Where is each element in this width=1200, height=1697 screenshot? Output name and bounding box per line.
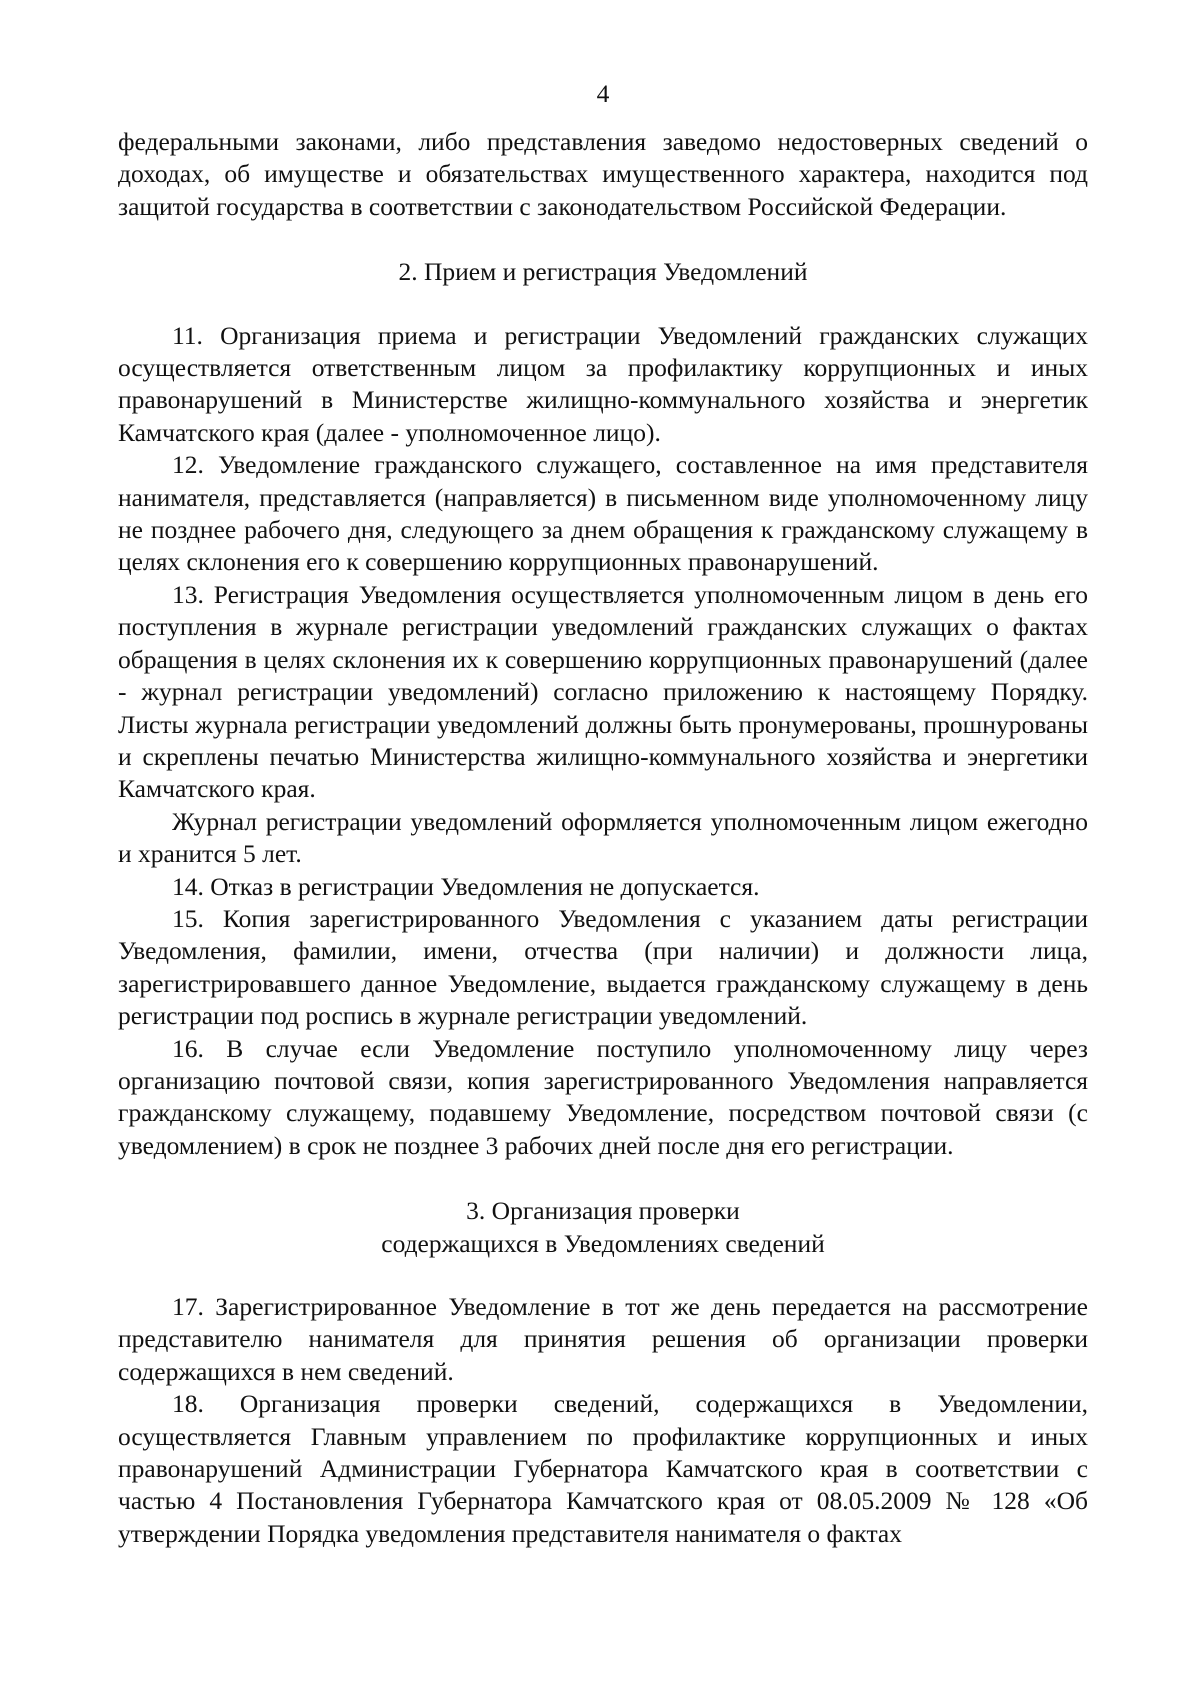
paragraph-13: 13. Регистрация Уведомления осуществляется уполномоченным лицом в день его поступления в журнале регистрации уведомлений гражданских служащих о фактах обращения в целях склонения их к совершению коррупционных правонарушений (далее - журнал регистрации уведомлений) согласно приложению к настоящему Порядку. Листы журнала регистрации уведомлений должны быть пронумерованы, прошнурованы и скреплены печатью Министерства жилищно-коммунального хозяйства и энергетики Камчатского края.: [118, 579, 1088, 804]
section-3-heading-line-1: 3. Организация проверки: [466, 1196, 740, 1226]
document-page: [118, 78, 1088, 1550]
page-number: 4: [596, 79, 610, 108]
paragraph-17: 17. Зарегистрированное Уведомление в тот же день передается на рассмотрение представителю нанимателя для принятия решения об организации проверки содержащихся в нем сведений.: [118, 1292, 1088, 1386]
paragraph-16: 16. В случае если Уведомление поступило уполномоченному лицу через организацию почтовой связи, копия зарегистрированного Уведомления направляется гражданскому служащему, подавшему Уведомление, посредством почтовой связи (с уведомлением) в срок не позднее 3 рабочих дней после дня его регистрации.: [118, 1033, 1088, 1160]
section-3-heading-line-2: содержащихся в Уведомлениях сведений: [381, 1228, 825, 1258]
section-3-heading-block: [118, 1195, 1088, 1260]
paragraph-15: 15. Копия зарегистрированного Уведомления с указанием даты регистрации Уведомления, фамилии, имени, отчества (при наличии) и должности лица, зарегистрировавшего данное Уведомление, выдается гражданскому служащему в день регистрации под роспись в журнале регистрации уведомлений.: [118, 903, 1088, 1031]
paragraph-12: 12. Уведомление гражданского служащего, составленное на имя представителя нанимателя, представляется (направляется) в письменном виде уполномоченному лицу не позднее рабочего дня, следующего за днем обращения к гражданскому служащему в целях склонения его к совершению коррупционных правонарушений.: [118, 450, 1088, 577]
section-2-heading-block: [118, 256, 1088, 288]
section-2-heading: 2. Прием и регистрация Уведомлений: [398, 257, 808, 287]
paragraph-18: 18. Организация проверки сведений, содержащихся в Уведомлении, осуществляется Главным управлением по профилактике коррупционных и иных правонарушений Администрации Губернатора Камчатского края в соответствии с частью 4 Постановления Губернатора Камчатского края от 08.05.2009 № 128 «Об утверждении Порядка уведомления представителя нанимателя о фактах: [118, 1389, 1088, 1548]
paragraph-continuation: федеральными законами, либо представления заведомо недостоверных сведений о доходах, об имуществе и обязательствах имущественного характера, находится под защитой государства в соответствии с законодательством Российской Федерации.: [118, 127, 1088, 221]
paragraph-11: 11. Организация приема и регистрации Уведомлений гражданских служащих осуществляется ответственным лицом за профилактику коррупционных и иных правонарушений в Министерстве жилищно-коммунального хозяйства и энергетик Камчатского края (далее - уполномоченное лицо).: [118, 320, 1088, 447]
paragraph-journal: Журнал регистрации уведомлений оформляется уполномоченным лицом ежегодно и хранится 5 лет.: [118, 806, 1088, 869]
paragraph-14: 14. Отказ в регистрации Уведомления не допускается.: [172, 871, 760, 901]
